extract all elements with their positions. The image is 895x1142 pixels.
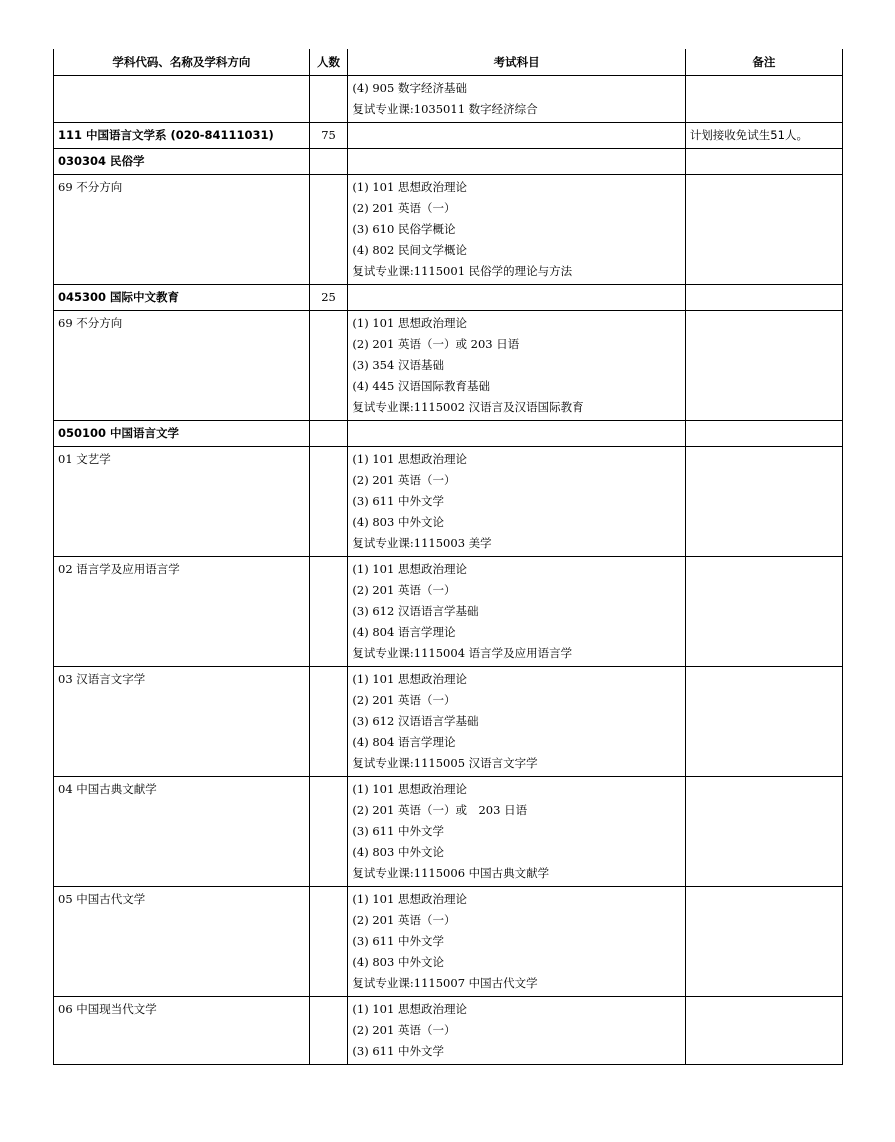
exam-subject-line: 复试专业课:1115006 中国古典文献学 [352, 866, 550, 880]
discipline-cell: 111 中国语言文学系 (020-84111031) [54, 123, 310, 149]
exam-subject-line: 复试专业课:1115005 汉语言文字学 [352, 756, 538, 770]
exam-subjects-table [53, 49, 843, 1065]
exam-subjects-cell [348, 421, 685, 447]
header-remarks: 备注 [685, 49, 842, 76]
discipline-cell: 06 中国现当代文学 [54, 997, 310, 1065]
table-body [54, 76, 843, 1065]
remarks-cell [685, 997, 842, 1065]
remarks-cell [685, 667, 842, 777]
exam-subjects-cell [348, 447, 685, 557]
exam-subjects-cell [348, 997, 685, 1065]
remarks-cell [685, 777, 842, 887]
exam-subject-line: (3) 612 汉语语言学基础 [352, 604, 479, 618]
discipline-cell: 69 不分方向 [54, 175, 310, 285]
remarks-cell [685, 285, 842, 311]
exam-subjects-cell [348, 777, 685, 887]
discipline-cell: 03 汉语言文字学 [54, 667, 310, 777]
exam-subject-line: (3) 612 汉语语言学基础 [352, 714, 479, 728]
count-cell [309, 421, 348, 447]
remarks-cell [685, 311, 842, 421]
exam-subject-line: (2) 201 英语（一） [352, 693, 456, 707]
count-cell [309, 447, 348, 557]
count-cell: 25 [309, 285, 348, 311]
exam-subject-line: (1) 101 思想政治理论 [352, 180, 467, 194]
exam-subject-line: (2) 201 英语（一） [352, 913, 456, 927]
table-row [54, 76, 843, 123]
exam-subject-line: (4) 803 中外文论 [352, 845, 444, 859]
count-cell [309, 667, 348, 777]
exam-subject-line: (2) 201 英语（一）或 203 日语 [352, 337, 520, 351]
table-header-row [54, 49, 843, 76]
count-cell: 75 [309, 123, 348, 149]
exam-subject-line: (3) 611 中外文学 [352, 1044, 444, 1058]
exam-subject-line: (2) 201 英语（一）或 203 日语 [352, 803, 528, 817]
discipline-cell: 05 中国古代文学 [54, 887, 310, 997]
remarks-cell [685, 76, 842, 123]
exam-subject-line: 复试专业课:1115007 中国古代文学 [352, 976, 538, 990]
table-row [54, 557, 843, 667]
discipline-cell: 69 不分方向 [54, 311, 310, 421]
exam-subject-line: 复试专业课:1035011 数字经济综合 [352, 102, 538, 116]
table-row [54, 421, 843, 447]
exam-subject-line: 复试专业课:1115001 民俗学的理论与方法 [352, 264, 573, 278]
exam-subject-line: (3) 354 汉语基础 [352, 358, 444, 372]
exam-subject-line: (4) 803 中外文论 [352, 955, 444, 969]
exam-table-page [53, 49, 843, 1065]
exam-subjects-cell [348, 311, 685, 421]
table-row [54, 777, 843, 887]
exam-subjects-cell [348, 557, 685, 667]
exam-subjects-cell [348, 149, 685, 175]
exam-subject-line: (4) 804 语言学理论 [352, 625, 456, 639]
header-count: 人数 [309, 49, 348, 76]
exam-subject-line: (3) 611 中外文学 [352, 934, 444, 948]
discipline-cell [54, 76, 310, 123]
header-exam-subjects: 考试科目 [348, 49, 685, 76]
exam-subjects-cell [348, 887, 685, 997]
exam-subject-line: 复试专业课:1115004 语言学及应用语言学 [352, 646, 573, 660]
count-cell [309, 557, 348, 667]
table-row [54, 887, 843, 997]
count-cell [309, 887, 348, 997]
exam-subjects-cell [348, 285, 685, 311]
remarks-cell [685, 175, 842, 285]
exam-subject-line: (4) 803 中外文论 [352, 515, 444, 529]
exam-subject-line: (1) 101 思想政治理论 [352, 1002, 467, 1016]
exam-subject-line: (3) 611 中外文学 [352, 494, 444, 508]
table-row [54, 285, 843, 311]
table-row [54, 667, 843, 777]
discipline-cell: 030304 民俗学 [54, 149, 310, 175]
exam-subject-line: (1) 101 思想政治理论 [352, 672, 467, 686]
exam-subject-line: 复试专业课:1115003 美学 [352, 536, 492, 550]
header-discipline: 学科代码、名称及学科方向 [54, 49, 310, 76]
table-row [54, 123, 843, 149]
table-row [54, 311, 843, 421]
remarks-cell [685, 149, 842, 175]
table-row [54, 447, 843, 557]
exam-subjects-cell [348, 667, 685, 777]
count-cell [309, 175, 348, 285]
exam-subjects-cell [348, 76, 685, 123]
count-cell [309, 997, 348, 1065]
exam-subject-line: (2) 201 英语（一） [352, 201, 456, 215]
count-cell [309, 777, 348, 887]
exam-subjects-cell [348, 175, 685, 285]
exam-subject-line: (4) 905 数字经济基础 [352, 81, 467, 95]
remarks-cell [685, 557, 842, 667]
discipline-cell: 045300 国际中文教育 [54, 285, 310, 311]
exam-subject-line: (1) 101 思想政治理论 [352, 452, 467, 466]
remarks-cell: 计划接收免试生51人。 [685, 123, 842, 149]
discipline-cell: 01 文艺学 [54, 447, 310, 557]
exam-subject-line: (4) 445 汉语国际教育基础 [352, 379, 490, 393]
exam-subject-line: (2) 201 英语（一） [352, 1023, 456, 1037]
discipline-cell: 02 语言学及应用语言学 [54, 557, 310, 667]
exam-subject-line: (2) 201 英语（一） [352, 583, 456, 597]
discipline-cell: 050100 中国语言文学 [54, 421, 310, 447]
exam-subject-line: (1) 101 思想政治理论 [352, 316, 467, 330]
exam-subject-line: (4) 802 民间文学概论 [352, 243, 467, 257]
exam-subjects-cell [348, 123, 685, 149]
table-row [54, 149, 843, 175]
exam-subject-line: (4) 804 语言学理论 [352, 735, 456, 749]
remarks-cell [685, 447, 842, 557]
exam-subject-line: (1) 101 思想政治理论 [352, 562, 467, 576]
exam-subject-line: (1) 101 思想政治理论 [352, 782, 467, 796]
count-cell [309, 311, 348, 421]
discipline-cell: 04 中国古典文献学 [54, 777, 310, 887]
exam-subject-line: (3) 611 中外文学 [352, 824, 444, 838]
table-row [54, 997, 843, 1065]
exam-subject-line: (3) 610 民俗学概论 [352, 222, 456, 236]
count-cell [309, 76, 348, 123]
exam-subject-line: (2) 201 英语（一） [352, 473, 456, 487]
count-cell [309, 149, 348, 175]
table-row [54, 175, 843, 285]
exam-subject-line: 复试专业课:1115002 汉语言及汉语国际教育 [352, 400, 584, 414]
remarks-cell [685, 421, 842, 447]
exam-subject-line: (1) 101 思想政治理论 [352, 892, 467, 906]
remarks-cell [685, 887, 842, 997]
